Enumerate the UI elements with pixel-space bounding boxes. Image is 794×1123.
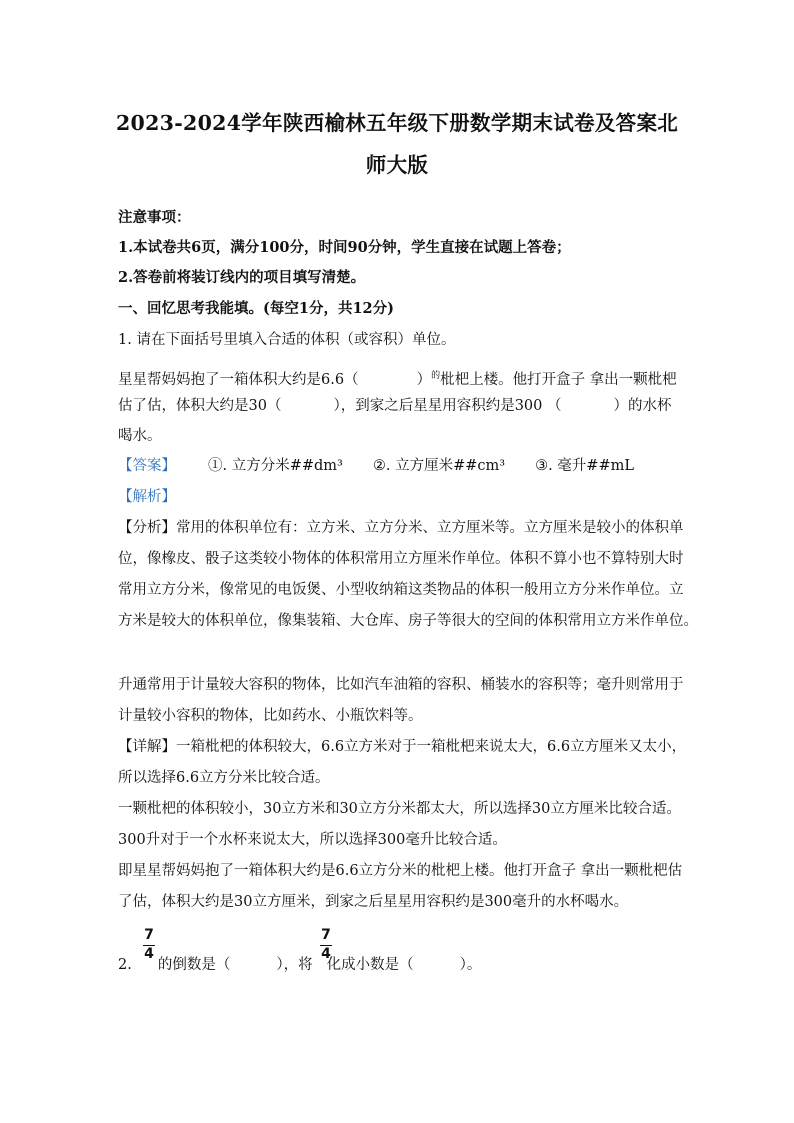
detail-line-3: 一颗枇杷的体积较小，30立方米和30立方分米都太大，所以选择30立方厘米比较合适。: [118, 801, 681, 817]
question-2-line: [118, 955, 678, 975]
answer-tag: 【答案】: [118, 458, 176, 474]
q1-line1-part-c: 枇杷上楼。他打开盒子 拿出一颗枇杷: [440, 372, 677, 388]
analysis-p1-line-2: 位，像橡皮、骰子这类较小物体的体积常用立方厘米作单位。体积不算小也不算特别大时: [118, 551, 684, 567]
question-1-line-2: [118, 396, 678, 416]
document-title-line2: 师大版: [365, 153, 429, 177]
answer-row: [118, 456, 678, 476]
q1-line1-part-a: 星星帮妈妈抱了一箱体积大约是6.6（: [118, 372, 359, 388]
answer-1: ①. 立方分米##dm³: [208, 458, 343, 474]
question-1-line-3: 喝水。: [118, 428, 162, 444]
q1-line1-superscript: 的: [431, 371, 441, 381]
analysis-p2-line-2: 计量较小容积的物体，比如药水、小瓶饮料等。: [118, 708, 423, 724]
detail-line-4: 300升对于一个水杯来说太大，所以选择300毫升比较合适。: [118, 832, 507, 848]
detail-line-6: 了估，体积大约是30立方厘米，到家之后星星用容积约是300毫升的水杯喝水。: [118, 894, 629, 910]
question-1-stem: 1. 请在下面括号里填入合适的体积（或容积）单位。: [118, 332, 456, 348]
fraction-7-over-4-second: 7 4: [321, 927, 331, 962]
detail-line-1: 【详解】一箱枇杷的体积较大，6.6立方米对于一箱枇杷来说太大，6.6立方厘米又太小，: [118, 739, 687, 755]
notice-item-2: 2.答卷前将装订线内的项目填写清楚。: [118, 269, 366, 286]
fraction-7-over-4-first: 7 4: [144, 927, 154, 962]
detail-line-2: 所以选择6.6立方分米比较合适。: [118, 770, 330, 786]
analysis-tag: 【解析】: [118, 489, 176, 505]
q2-number: 2.: [118, 957, 132, 973]
analysis-p1-line-4: 方米是较大的体积单位，像集装箱、大仓库、房子等很大的空间的体积常用立方米作单位。: [118, 613, 698, 629]
q1-line2-part-a: 估了估，体积大约是30（: [118, 398, 282, 414]
analysis-p1-line-3: 常用立方分米，像常见的电饭煲、小型收纳箱这类物品的体积一般用立方分米作单位。立: [118, 582, 684, 598]
detail-line-5: 即星星帮妈妈抱了一箱体积大约是6.6立方分米的枇杷上楼。他打开盒子 拿出一颗枇杷估: [118, 863, 683, 879]
q2-text-d: ）。: [459, 957, 482, 973]
section-1-heading: 一、回忆思考我能填。(每空1分，共12分): [118, 300, 394, 317]
analysis-subtag: 【分析】: [118, 520, 176, 536]
notice-heading: 注意事项：: [118, 209, 191, 226]
q2-text-a: 的倒数是（: [157, 957, 231, 973]
answer-3: ③. 毫升##mL: [535, 458, 634, 474]
q1-line2-part-b: ），到家之后星星用容积约是300 （: [333, 398, 562, 414]
q1-line1-part-b: ）: [416, 372, 432, 388]
q2-text-c: 化成小数是（: [326, 957, 414, 973]
answer-2: ②. 立方厘米##cm³: [372, 458, 506, 474]
analysis-p2-line-1: 升通常用于计量较大容积的物体，比如汽车油箱的容积、桶装水的容积等；毫升则常用于: [118, 677, 684, 693]
q1-line2-part-c: ）的水杯: [613, 398, 672, 414]
q2-text-b: ），将: [276, 957, 313, 973]
detail-tag: 【详解】: [118, 739, 176, 755]
question-1-line-1: [118, 366, 678, 390]
notice-item-1: 1.本试卷共6页，满分100分，时间90分钟，学生直接在试题上答卷；: [118, 239, 571, 256]
analysis-p1-line-1: 【分析】常用的体积单位有：立方米、立方分米、立方厘米等。立方厘米是较小的体积单: [118, 520, 684, 536]
document-title-line1: 2023-2024学年陕西榆林五年级下册数学期末试卷及答案北: [115, 111, 679, 135]
